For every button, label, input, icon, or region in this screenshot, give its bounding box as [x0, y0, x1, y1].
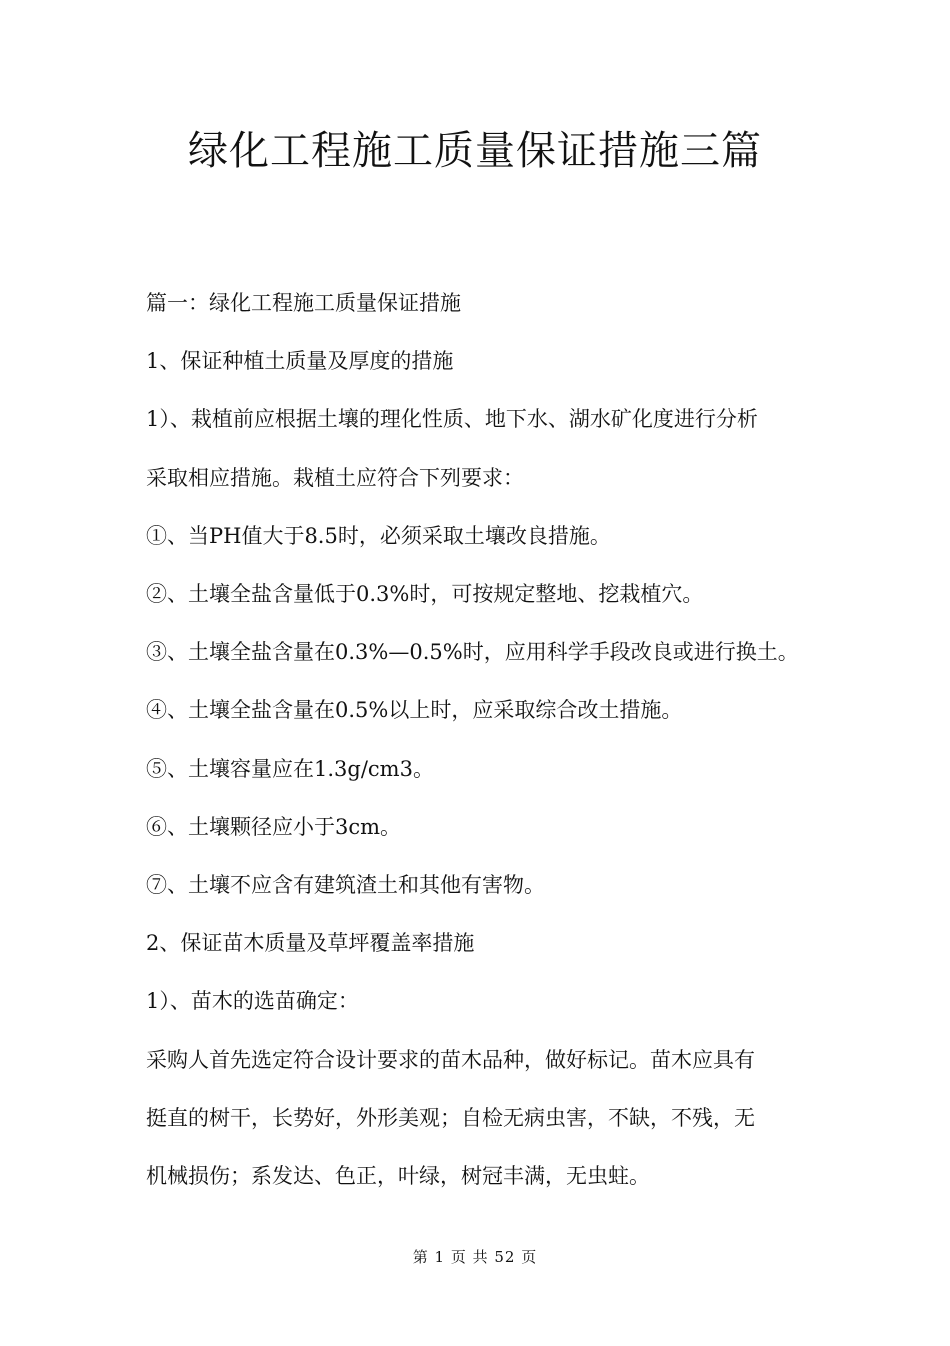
- list-item: ⑥、土壤颗径应小于3cm。: [146, 814, 402, 839]
- list-item: ⑦、土壤不应含有建筑渣土和其他有害物。: [146, 873, 545, 898]
- subsection-heading: 1、保证种植土质量及厚度的措施: [146, 349, 454, 374]
- paragraph-line: 机械损伤；系发达、色正，叶绿，树冠丰满，无虫蛀。: [146, 1164, 650, 1189]
- list-item: ④、土壤全盐含量在0.5%以上时，应采取综合改土措施。: [146, 698, 683, 723]
- list-item: ⑤、土壤容量应在1.3g/cm3。: [146, 756, 434, 781]
- document-title: 绿化工程施工质量保证措施三篇: [188, 127, 762, 174]
- paragraph-line: 采购人首先选定符合设计要求的苗木品种，做好标记。苗木应具有: [146, 1047, 755, 1072]
- paragraph-line: 挺直的树干，长势好，外形美观；自检无病虫害，不缺，不残，无: [146, 1105, 755, 1130]
- paragraph-line: 1）、苗木的选苗确定：: [146, 989, 359, 1014]
- paragraph-line: 采取相应措施。栽植土应符合下列要求：: [146, 465, 524, 490]
- list-item: ①、当PH值大于8.5时，必须采取土壤改良措施。: [146, 523, 611, 548]
- section-heading: 篇一：绿化工程施工质量保证措施: [146, 291, 461, 315]
- document-body: [146, 274, 826, 1205]
- page-footer: 第 1 页 共 52 页: [412, 1248, 538, 1266]
- paragraph-line: 1）、栽植前应根据土壤的理化性质、地下水、湖水矿化度进行分析: [146, 407, 758, 432]
- list-item: ②、土壤全盐含量低于0.3%时，可按规定整地、挖栽植穴。: [146, 582, 704, 607]
- list-item: ③、土壤全盐含量在0.3%—0.5%时，应用科学手段改良或进行换土。: [146, 640, 799, 665]
- subsection-heading: 2、保证苗木质量及草坪覆盖率措施: [146, 931, 475, 956]
